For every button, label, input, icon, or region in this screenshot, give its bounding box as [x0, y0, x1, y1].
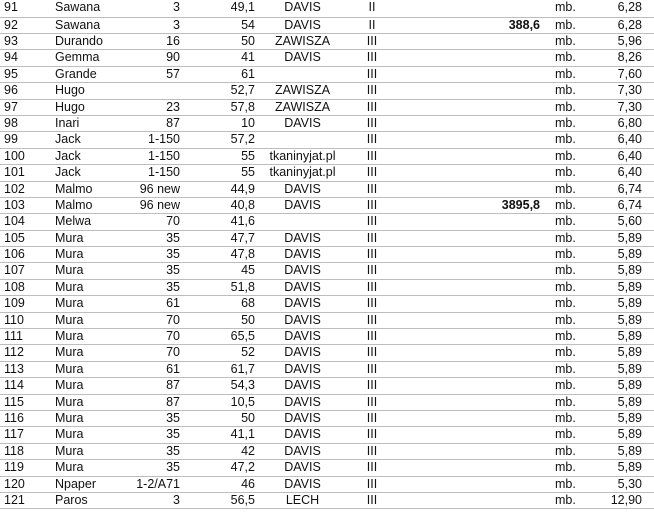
fabric-name-cell[interactable]: Mura: [55, 361, 84, 376]
quantity-cell[interactable]: 40,8: [230, 197, 255, 212]
price-cell[interactable]: 7,60: [617, 66, 642, 81]
color-code-cell[interactable]: 61: [166, 296, 180, 311]
fabric-name-cell[interactable]: Malmo: [55, 181, 93, 196]
fabric-name-cell[interactable]: Hugo: [55, 83, 85, 98]
grade-cell[interactable]: III: [366, 33, 378, 48]
color-code-cell[interactable]: 96 new: [139, 197, 180, 212]
grade-cell[interactable]: III: [366, 279, 378, 294]
grade-cell[interactable]: III: [366, 230, 378, 245]
color-code-cell[interactable]: 3: [173, 0, 180, 14]
quantity-cell[interactable]: 49,1: [230, 0, 255, 14]
unit-cell[interactable]: mb.: [555, 476, 576, 491]
fabric-name-cell[interactable]: Jack: [55, 148, 81, 163]
quantity-cell[interactable]: 41,1: [230, 427, 255, 442]
supplier-cell[interactable]: DAVIS: [284, 17, 321, 32]
unit-cell[interactable]: mb.: [555, 181, 576, 196]
row-number-cell[interactable]: 101: [4, 165, 25, 180]
supplier-cell[interactable]: LECH: [285, 492, 320, 507]
price-cell[interactable]: 5,89: [617, 394, 642, 409]
supplier-cell[interactable]: DAVIS: [284, 394, 321, 409]
grade-cell[interactable]: III: [366, 443, 378, 458]
table-row: [0, 34, 654, 50]
table-row: [0, 477, 654, 493]
color-code-cell[interactable]: 90: [166, 50, 180, 65]
unit-cell[interactable]: mb.: [555, 263, 576, 278]
table-row: [0, 198, 654, 214]
unit-cell[interactable]: mb.: [555, 0, 576, 14]
price-cell[interactable]: 5,89: [617, 460, 642, 475]
fabric-name-cell[interactable]: Npaper: [55, 476, 96, 491]
fabric-name-cell[interactable]: Mura: [55, 345, 84, 360]
price-cell[interactable]: 6,40: [617, 148, 642, 163]
price-cell[interactable]: 8,26: [617, 50, 642, 65]
fabric-name-cell[interactable]: Mura: [55, 230, 84, 245]
fabric-name-cell[interactable]: Mura: [55, 263, 84, 278]
unit-cell[interactable]: mb.: [555, 165, 576, 180]
table-row: [0, 263, 654, 279]
grade-cell[interactable]: III: [366, 394, 378, 409]
unit-cell[interactable]: mb.: [555, 33, 576, 48]
row-number-cell[interactable]: 109: [4, 296, 25, 311]
unit-cell[interactable]: mb.: [555, 197, 576, 212]
price-cell[interactable]: 6,28: [617, 17, 642, 32]
price-cell[interactable]: 6,74: [617, 197, 642, 212]
row-number-cell[interactable]: 114: [4, 378, 24, 393]
color-code-cell[interactable]: 35: [166, 230, 180, 245]
unit-cell[interactable]: mb.: [555, 247, 576, 262]
price-cell[interactable]: 5,89: [617, 329, 642, 344]
color-code-cell[interactable]: 87: [166, 378, 180, 393]
row-number-cell[interactable]: 93: [4, 33, 18, 48]
supplier-cell[interactable]: tkaninyjat.pl: [269, 165, 336, 180]
grade-cell[interactable]: III: [366, 329, 378, 344]
table-row: [0, 149, 654, 165]
row-number-cell[interactable]: 96: [4, 83, 18, 98]
color-code-cell[interactable]: 1-150: [148, 148, 180, 163]
row-number-cell[interactable]: 118: [4, 443, 24, 458]
price-cell[interactable]: 5,60: [617, 214, 642, 229]
price-cell[interactable]: 5,89: [617, 427, 642, 442]
unit-cell[interactable]: mb.: [555, 492, 576, 507]
supplier-cell[interactable]: DAVIS: [284, 263, 321, 278]
quantity-cell[interactable]: 65,5: [230, 329, 255, 344]
grade-cell[interactable]: III: [366, 312, 378, 327]
unit-cell[interactable]: mb.: [555, 214, 576, 229]
color-code-cell[interactable]: 57: [166, 66, 180, 81]
row-number-cell[interactable]: 100: [4, 148, 25, 163]
fabric-name-cell[interactable]: Jack: [55, 132, 81, 147]
supplier-cell[interactable]: DAVIS: [284, 361, 321, 376]
quantity-cell[interactable]: 10: [241, 115, 255, 130]
supplier-cell[interactable]: DAVIS: [284, 476, 321, 491]
table-row: [0, 378, 654, 394]
color-code-cell[interactable]: 35: [166, 410, 180, 425]
grade-cell[interactable]: III: [366, 460, 378, 475]
fabric-name-cell[interactable]: Malmo: [55, 197, 93, 212]
quantity-cell[interactable]: 42: [241, 443, 255, 458]
supplier-cell[interactable]: ZAWISZA: [274, 99, 331, 114]
quantity-cell[interactable]: 10,5: [230, 394, 255, 409]
supplier-cell[interactable]: DAVIS: [284, 410, 321, 425]
fabric-name-cell[interactable]: Sawana: [55, 17, 101, 32]
fabric-name-cell[interactable]: Paros: [55, 492, 88, 507]
row-number-cell[interactable]: 108: [4, 279, 25, 294]
fabric-name-cell[interactable]: Gemma: [55, 50, 100, 65]
table-row: [0, 0, 654, 18]
row-number-cell[interactable]: 113: [4, 361, 24, 376]
quantity-cell[interactable]: 47,2: [230, 460, 255, 475]
price-cell[interactable]: 6,40: [617, 165, 642, 180]
table-row: [0, 427, 654, 443]
price-cell[interactable]: 6,80: [617, 115, 642, 130]
price-cell[interactable]: 5,89: [617, 230, 642, 245]
row-number-cell[interactable]: 111: [4, 329, 24, 344]
row-number-cell[interactable]: 106: [4, 247, 25, 262]
unit-cell[interactable]: mb.: [555, 83, 576, 98]
quantity-cell[interactable]: 50: [241, 312, 255, 327]
unit-cell[interactable]: mb.: [555, 66, 576, 81]
row-number-cell[interactable]: 94: [4, 50, 18, 65]
grade-cell[interactable]: III: [366, 410, 378, 425]
price-cell[interactable]: 5,89: [617, 378, 642, 393]
supplier-cell[interactable]: DAVIS: [284, 115, 321, 130]
table-row: [0, 280, 654, 296]
color-code-cell[interactable]: 35: [166, 247, 180, 262]
supplier-cell[interactable]: DAVIS: [284, 230, 321, 245]
table-row: [0, 116, 654, 132]
table-row: [0, 411, 654, 427]
row-number-cell[interactable]: 107: [4, 263, 25, 278]
supplier-cell[interactable]: tkaninyjat.pl: [269, 148, 336, 163]
price-cell[interactable]: 6,28: [617, 0, 642, 14]
supplier-cell[interactable]: DAVIS: [284, 247, 321, 262]
price-cell[interactable]: 7,30: [617, 99, 642, 114]
row-number-cell[interactable]: 102: [4, 181, 25, 196]
table-row: [0, 395, 654, 411]
fabric-name-cell[interactable]: Jack: [55, 165, 81, 180]
quantity-cell[interactable]: 57,2: [230, 132, 255, 147]
color-code-cell[interactable]: 35: [166, 460, 180, 475]
unit-cell[interactable]: mb.: [555, 312, 576, 327]
color-code-cell[interactable]: 35: [166, 427, 180, 442]
row-number-cell[interactable]: 115: [4, 394, 24, 409]
fabric-name-cell[interactable]: Durando: [55, 33, 103, 48]
color-code-cell[interactable]: 61: [166, 361, 180, 376]
supplier-cell[interactable]: DAVIS: [284, 181, 321, 196]
unit-cell[interactable]: mb.: [555, 17, 576, 32]
grade-cell[interactable]: III: [366, 247, 378, 262]
unit-cell[interactable]: mb.: [555, 394, 576, 409]
quantity-cell[interactable]: 45: [241, 263, 255, 278]
row-number-cell[interactable]: 117: [4, 427, 24, 442]
quantity-cell[interactable]: 50: [241, 33, 255, 48]
quantity-cell[interactable]: 41,6: [230, 214, 255, 229]
unit-cell[interactable]: mb.: [555, 345, 576, 360]
quantity-cell[interactable]: 55: [241, 165, 255, 180]
quantity-cell[interactable]: 57,8: [230, 99, 255, 114]
color-code-cell[interactable]: 35: [166, 279, 180, 294]
grade-cell[interactable]: III: [366, 99, 378, 114]
supplier-cell[interactable]: DAVIS: [284, 443, 321, 458]
fabric-name-cell[interactable]: Grande: [55, 66, 97, 81]
color-code-cell[interactable]: 87: [166, 394, 180, 409]
fabric-name-cell[interactable]: Mura: [55, 410, 84, 425]
row-number-cell[interactable]: 112: [4, 345, 24, 360]
quantity-cell[interactable]: 47,7: [230, 230, 255, 245]
table-row: [0, 18, 654, 34]
grade-cell[interactable]: III: [366, 378, 378, 393]
grade-cell[interactable]: III: [366, 345, 378, 360]
color-code-cell[interactable]: 3: [173, 492, 180, 507]
row-number-cell[interactable]: 95: [4, 66, 18, 81]
price-cell[interactable]: 5,89: [617, 247, 642, 262]
grade-cell[interactable]: II: [368, 17, 376, 32]
row-number-cell[interactable]: 110: [4, 312, 24, 327]
fabric-name-cell[interactable]: Mura: [55, 247, 84, 262]
table-row: [0, 362, 654, 378]
supplier-cell[interactable]: DAVIS: [284, 378, 321, 393]
fabric-name-cell[interactable]: Hugo: [55, 99, 85, 114]
fabric-name-cell[interactable]: Mura: [55, 312, 84, 327]
price-cell[interactable]: 6,40: [617, 132, 642, 147]
grade-cell[interactable]: III: [366, 66, 378, 81]
table-row: [0, 247, 654, 263]
fabric-name-cell[interactable]: Sawana: [55, 0, 101, 14]
color-code-cell[interactable]: 70: [166, 329, 180, 344]
price-cell[interactable]: 5,89: [617, 263, 642, 278]
grade-cell[interactable]: III: [366, 148, 378, 163]
price-cell[interactable]: 5,89: [617, 296, 642, 311]
grade-cell[interactable]: III: [366, 165, 378, 180]
supplier-cell[interactable]: DAVIS: [284, 50, 321, 65]
fabric-name-cell[interactable]: Mura: [55, 443, 84, 458]
supplier-cell[interactable]: DAVIS: [284, 197, 321, 212]
unit-cell[interactable]: mb.: [555, 50, 576, 65]
color-code-cell[interactable]: 70: [166, 345, 180, 360]
quantity-cell[interactable]: 61: [241, 66, 255, 81]
supplier-cell[interactable]: DAVIS: [284, 427, 321, 442]
row-number-cell[interactable]: 105: [4, 230, 25, 245]
color-code-cell[interactable]: 1-2/A71: [136, 476, 180, 491]
color-code-cell[interactable]: 3: [173, 17, 180, 32]
color-code-cell[interactable]: 1-150: [148, 132, 180, 147]
grade-cell[interactable]: III: [366, 115, 378, 130]
row-number-cell[interactable]: 91: [4, 0, 18, 14]
color-code-cell[interactable]: 1-150: [148, 165, 180, 180]
row-number-cell[interactable]: 97: [4, 99, 18, 114]
color-code-cell[interactable]: 87: [166, 115, 180, 130]
unit-cell[interactable]: mb.: [555, 329, 576, 344]
fabric-name-cell[interactable]: Mura: [55, 296, 84, 311]
quantity-cell[interactable]: 51,8: [230, 279, 255, 294]
unit-cell[interactable]: mb.: [555, 361, 576, 376]
unit-cell[interactable]: mb.: [555, 230, 576, 245]
table-row: [0, 132, 654, 148]
table-row: [0, 67, 654, 83]
quantity-cell[interactable]: 54,3: [230, 378, 255, 393]
color-code-cell[interactable]: 96 new: [139, 181, 180, 196]
table-row: [0, 345, 654, 361]
color-code-cell[interactable]: 70: [166, 312, 180, 327]
grade-cell[interactable]: III: [366, 492, 378, 507]
table-row: [0, 460, 654, 476]
grade-cell[interactable]: III: [366, 361, 378, 376]
grade-cell[interactable]: III: [366, 132, 378, 147]
quantity-cell[interactable]: 61,7: [230, 361, 255, 376]
fabric-name-cell[interactable]: Mura: [55, 460, 84, 475]
color-code-cell[interactable]: 70: [166, 214, 180, 229]
unit-cell[interactable]: mb.: [555, 132, 576, 147]
grade-cell[interactable]: III: [366, 427, 378, 442]
price-cell[interactable]: 5,89: [617, 361, 642, 376]
total-cell[interactable]: 3895,8: [501, 197, 540, 212]
color-code-cell[interactable]: 23: [166, 99, 180, 114]
table-row: [0, 83, 654, 99]
price-cell[interactable]: 5,96: [617, 33, 642, 48]
total-cell[interactable]: 388,6: [508, 17, 540, 32]
quantity-cell[interactable]: 54: [241, 17, 255, 32]
unit-cell[interactable]: mb.: [555, 115, 576, 130]
color-code-cell[interactable]: 16: [166, 33, 180, 48]
grade-cell[interactable]: III: [366, 83, 378, 98]
quantity-cell[interactable]: 52,7: [230, 83, 255, 98]
row-number-cell[interactable]: 119: [4, 460, 24, 475]
price-cell[interactable]: 5,89: [617, 312, 642, 327]
price-cell[interactable]: 5,30: [617, 476, 642, 491]
supplier-cell[interactable]: DAVIS: [284, 312, 321, 327]
unit-cell[interactable]: mb.: [555, 443, 576, 458]
supplier-cell[interactable]: DAVIS: [284, 279, 321, 294]
price-cell[interactable]: 12,90: [610, 492, 642, 507]
fabric-name-cell[interactable]: Inari: [55, 115, 80, 130]
table-row: [0, 493, 654, 509]
unit-cell[interactable]: mb.: [555, 460, 576, 475]
price-cell[interactable]: 5,89: [617, 345, 642, 360]
row-number-cell[interactable]: 120: [4, 476, 25, 491]
quantity-cell[interactable]: 56,5: [230, 492, 255, 507]
supplier-cell[interactable]: DAVIS: [284, 345, 321, 360]
supplier-cell[interactable]: DAVIS: [284, 0, 321, 14]
supplier-cell[interactable]: DAVIS: [284, 296, 321, 311]
row-number-cell[interactable]: 104: [4, 214, 25, 229]
price-cell[interactable]: 6,74: [617, 181, 642, 196]
color-code-cell[interactable]: 35: [166, 263, 180, 278]
grade-cell[interactable]: II: [368, 0, 376, 14]
grade-cell[interactable]: III: [366, 296, 378, 311]
unit-cell[interactable]: mb.: [555, 427, 576, 442]
row-number-cell[interactable]: 99: [4, 132, 18, 147]
row-number-cell[interactable]: 103: [4, 197, 25, 212]
fabric-name-cell[interactable]: Mura: [55, 427, 84, 442]
price-cell[interactable]: 5,89: [617, 279, 642, 294]
table-row: [0, 214, 654, 230]
supplier-cell[interactable]: ZAWISZA: [274, 33, 331, 48]
fabric-name-cell[interactable]: Mura: [55, 279, 84, 294]
unit-cell[interactable]: mb.: [555, 296, 576, 311]
table-row: [0, 444, 654, 460]
grade-cell[interactable]: III: [366, 197, 378, 212]
unit-cell[interactable]: mb.: [555, 99, 576, 114]
price-cell[interactable]: 5,89: [617, 410, 642, 425]
table-row: [0, 165, 654, 181]
quantity-cell[interactable]: 52: [241, 345, 255, 360]
supplier-cell[interactable]: DAVIS: [284, 329, 321, 344]
quantity-cell[interactable]: 47,8: [230, 247, 255, 262]
row-number-cell[interactable]: 116: [4, 410, 24, 425]
unit-cell[interactable]: mb.: [555, 378, 576, 393]
fabric-name-cell[interactable]: Melwa: [55, 214, 92, 229]
quantity-cell[interactable]: 55: [241, 148, 255, 163]
price-cell[interactable]: 5,89: [617, 443, 642, 458]
grade-cell[interactable]: III: [366, 263, 378, 278]
quantity-cell[interactable]: 41: [241, 50, 255, 65]
table-row: [0, 329, 654, 345]
row-number-cell[interactable]: 98: [4, 115, 18, 130]
quantity-cell[interactable]: 46: [241, 476, 255, 491]
supplier-cell[interactable]: DAVIS: [284, 460, 321, 475]
quantity-cell[interactable]: 68: [241, 296, 255, 311]
grade-cell[interactable]: III: [366, 476, 378, 491]
fabric-name-cell[interactable]: Mura: [55, 329, 84, 344]
fabric-name-cell[interactable]: Mura: [55, 394, 84, 409]
grade-cell[interactable]: III: [366, 181, 378, 196]
grade-cell[interactable]: III: [366, 214, 378, 229]
table-row: [0, 50, 654, 66]
grade-cell[interactable]: III: [366, 50, 378, 65]
row-number-cell[interactable]: 92: [4, 17, 18, 32]
quantity-cell[interactable]: 50: [241, 410, 255, 425]
unit-cell[interactable]: mb.: [555, 410, 576, 425]
color-code-cell[interactable]: 35: [166, 443, 180, 458]
table-row: [0, 313, 654, 329]
price-cell[interactable]: 7,30: [617, 83, 642, 98]
table-row: [0, 182, 654, 198]
fabric-name-cell[interactable]: Mura: [55, 378, 84, 393]
table-row: [0, 231, 654, 247]
table-row: [0, 100, 654, 116]
row-number-cell[interactable]: 121: [4, 492, 25, 507]
unit-cell[interactable]: mb.: [555, 148, 576, 163]
unit-cell[interactable]: mb.: [555, 279, 576, 294]
table-row: [0, 296, 654, 312]
supplier-cell[interactable]: ZAWISZA: [274, 83, 331, 98]
quantity-cell[interactable]: 44,9: [230, 181, 255, 196]
